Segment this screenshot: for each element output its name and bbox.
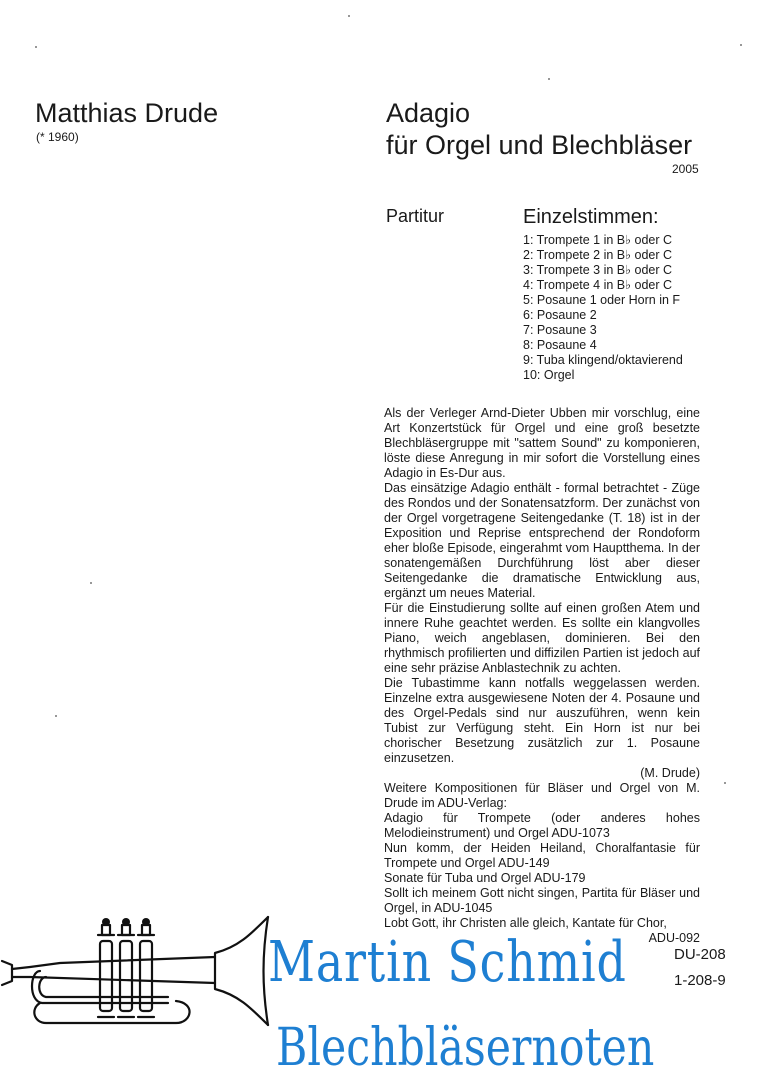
further-works-heading: Weitere Kompositionen für Bläser und Orgel von M. Drude im ADU-Verlag: (384, 781, 700, 810)
part-item: 5: Posaune 1 oder Horn in F (523, 293, 681, 307)
part-item: 2: Trompete 2 in B♭ oder C (523, 248, 673, 262)
part-item: 7: Posaune 3 (523, 323, 597, 337)
parts-list (523, 233, 683, 383)
further-work-item: Lobt Gott, ihr Christen alle gleich, Kantate für Chor, (384, 916, 667, 930)
further-work-item: Sollt ich meinem Gott nicht singen, Partita für Bläser und Orgel, in ADU-1045 (384, 886, 700, 915)
preface-text (384, 406, 700, 945)
part-item: 9: Tuba klingend/oktavierend (523, 353, 683, 367)
further-work-item: Sonate für Tuba und Orgel ADU-179 (384, 871, 586, 885)
preface-paragraph: Das einsätzige Adagio enthält - formal betrachtet - Züge des Rondos und der Sonatensatzform. Der zunächst von der Orgel vorgetragene Seitengedanke (T. 18) ist in der Exposition und Reprise entsprechend der Rondoform eher bloße Episode, eingerahmt vom Hauptthema. In der sonatengemäßen Durchführung löst aber dieser Seitengedanke die dramatische Entwicklung aus, ergänzt um neues Material. (384, 481, 700, 600)
parts-heading: Einzelstimmen: (523, 206, 659, 228)
publisher-isbn-fragment: 1-208-9 (674, 972, 726, 989)
part-item: 10: Orgel (523, 368, 575, 382)
watermark-brand-subtitle: Blechbläsernoten (276, 1018, 655, 1078)
part-item: 4: Trompete 4 in B♭ oder C (523, 278, 673, 292)
preface-paragraph: Als der Verleger Arnd-Dieter Ubben mir vorschlug, eine Art Konzertstück für Orgel und eine groß besetzte Blechbläsergruppe mit "sattem Sound" zu komponieren, löste diese Anregung in mir sofort die Vorstellung eines Adagio in Es-Dur aus. (384, 406, 700, 480)
further-work-item: Adagio für Trompete (oder anderes hohes Melodieinstrument) und Orgel ADU-1073 (384, 811, 700, 840)
score-label: Partitur (386, 206, 445, 226)
part-item: 1: Trompete 1 in B♭ oder C (523, 233, 673, 247)
publisher-code: DU-208 (674, 946, 726, 963)
composer-name: Matthias Drude (35, 98, 219, 128)
preface-paragraph: Für die Einstudierung sollte auf einen großen Atem und innere Ruhe geachtet werden. Es sollte ein klangvolles Piano, weich angeblasen, dominieren. Bei den rhythmisch profilierten und diffizilen Partien ist jedoch auf eine sehr präzise Anblastechnik zu achten. (384, 601, 700, 675)
piece-title: Adagio (386, 98, 471, 128)
composition-year: 2005 (672, 162, 699, 176)
author-signature: (M. Drude) (640, 766, 700, 780)
preface-paragraph: Die Tubastimme kann notfalls weggelassen werden. Einzelne extra ausgewiesene Noten der 4. Posaune und des Orgel-Pedals sind nur auszuführen, wenn kein Tubist zur Verfügung steht. Ein Horn ist nur bei chorischer Besetzung zusätzlich zur 1. Posaune einzusetzen. (384, 676, 700, 765)
signature-row (384, 766, 700, 781)
composer-birth-year: (* 1960) (36, 130, 79, 144)
part-item: 6: Posaune 2 (523, 308, 597, 322)
further-work-code: ADU-092 (648, 931, 700, 945)
watermark-brand-name: Martin Schmid (268, 930, 627, 995)
part-item: 3: Trompete 3 in B♭ oder C (523, 263, 673, 277)
further-work-item: Nun komm, der Heiden Heiland, Choralfantasie für Trompete und Orgel ADU-149 (384, 841, 700, 870)
part-item: 8: Posaune 4 (523, 338, 597, 352)
piece-subtitle: für Orgel und Blechbläser (386, 130, 693, 160)
